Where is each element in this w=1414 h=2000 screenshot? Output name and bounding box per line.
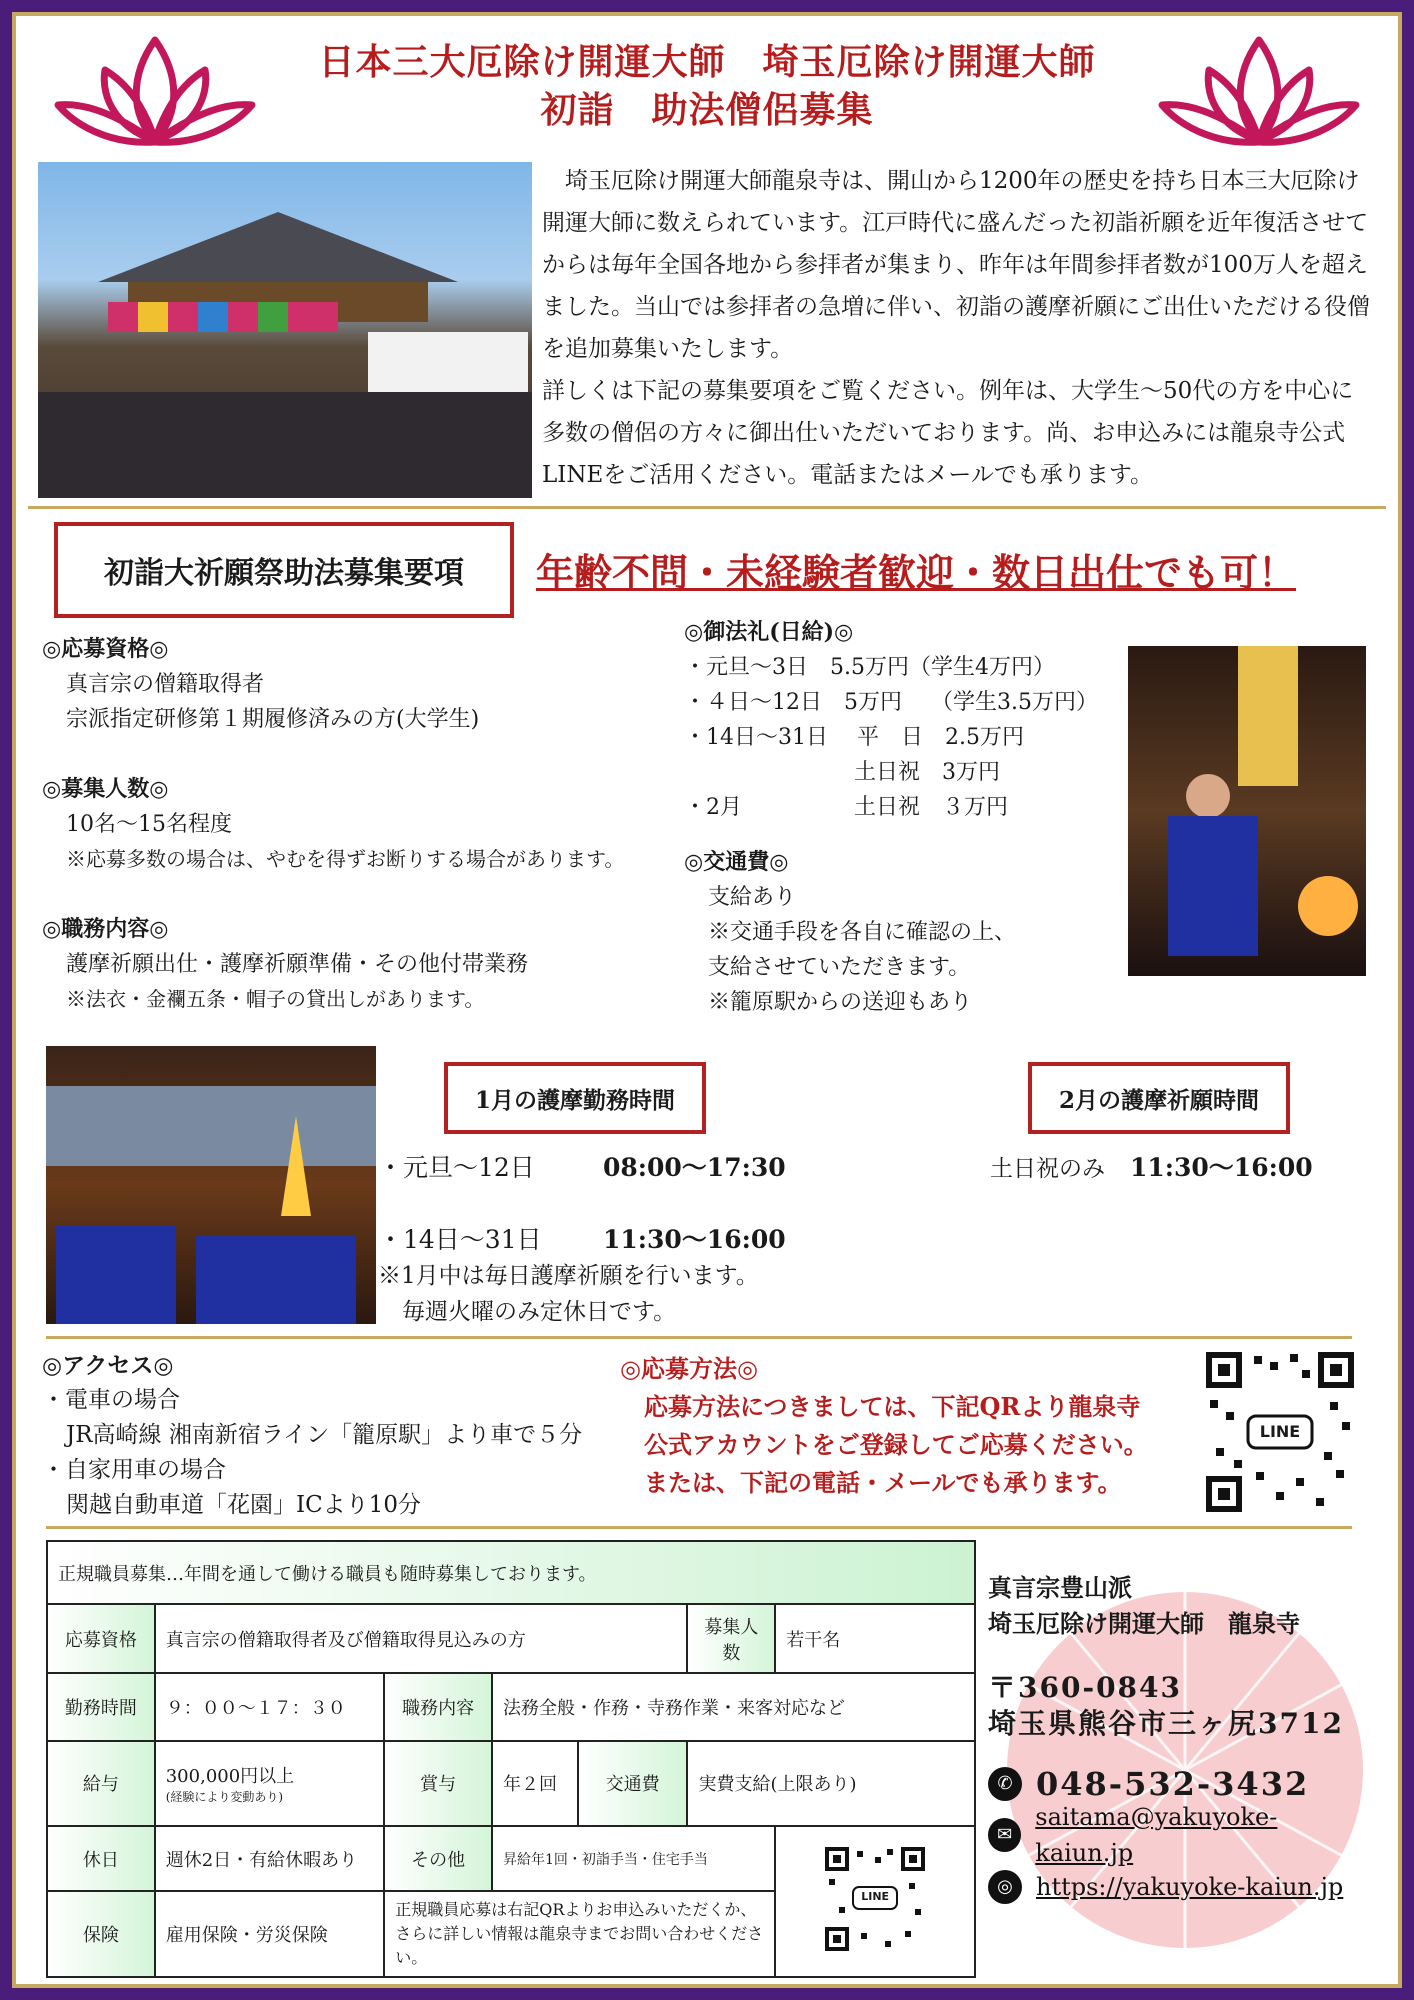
staff-holiday: 週休2日・有給休暇あり	[155, 1826, 384, 1891]
staff-apply-note: 正規職員応募は右記QRよりお申込みいただくか、さらに詳しい情報は龍泉寺までお問い合わせください。	[384, 1891, 775, 1977]
feb-schedule-title: 2月の護摩祈願時間	[1028, 1062, 1290, 1134]
transport-1: 支給あり	[708, 885, 797, 910]
transport-heading: ◎交通費◎	[684, 849, 789, 875]
temple-postal: 〒360-0843	[988, 1671, 1182, 1704]
duty-heading: ◎職務内容◎	[42, 916, 169, 942]
feb-time: 11:30～16:00	[1130, 1153, 1313, 1182]
jan-schedule	[378, 1150, 786, 1330]
access-train: JR高崎線 湘南新宿ライン「籠原駅」より車で５分	[66, 1422, 583, 1448]
pay-row-1: ・元旦～3日 5.5万円（学生4万円）	[684, 655, 1055, 680]
temple-address: 埼玉県熊谷市三ヶ尻3712	[988, 1707, 1344, 1740]
divider	[46, 1336, 1352, 1339]
headcount-value: 10名～15名程度	[66, 812, 232, 837]
staff-hours: ９：００～１７：３０	[155, 1673, 384, 1740]
jan-schedule-title: 1月の護摩勤務時間	[444, 1062, 706, 1134]
staff-transport-label: 交通費	[578, 1741, 688, 1827]
intro-paragraph-2: 詳しくは下記の募集要項をご覧ください。例年は、大学生～50代の方を中心に多数の僧侶の方々に御出仕いただいております。尚、お申込みには龍泉寺公式LINEをご活用ください。電話またはメールでも承ります。	[542, 378, 1354, 488]
staff-qual-label: 応募資格	[47, 1604, 155, 1673]
staff-salary-label: 給与	[47, 1741, 155, 1827]
pay-row-4b: 土日祝 ３万円	[854, 795, 1009, 820]
staff-banner: 正規職員募集…年間を通して働ける職員も随時募集しております。	[47, 1541, 975, 1604]
title-line-2: 初詣 助法僧侶募集	[540, 89, 874, 131]
apply-line-2: 公式アカウントをご登録してご応募ください。	[644, 1430, 1148, 1459]
staff-duty: 法務全般・作務・寺務作業・来客対応など	[492, 1673, 975, 1740]
lotus-icon	[50, 30, 260, 160]
jan-note-2: 毎週火曜のみ定休日です。	[402, 1299, 677, 1325]
duty-value: 護摩祈願出仕・護摩祈願準備・その他付帯業務	[66, 952, 529, 977]
transport-4: ※籠原駅からの送迎もあり	[708, 990, 973, 1015]
transport-3: 支給させていただきます。	[708, 955, 971, 980]
temple-phone[interactable]: 048-532-3432	[1036, 1765, 1310, 1803]
temple-contact	[988, 1570, 1368, 1912]
staff-bonus: 年２回	[492, 1741, 578, 1827]
jan-period-1: ・元旦～12日	[378, 1153, 535, 1182]
staff-qr-cell	[775, 1826, 975, 1977]
headcount-heading: ◎募集人数◎	[42, 776, 169, 802]
temple-sect: 真言宗豊山派	[988, 1573, 1132, 1602]
intro-paragraph-1: 埼玉厄除け開運大師龍泉寺は、開山から1200年の歴史を持ち日本三大厄除け開運大師に数えられています。江戸時代に盛んだった初詣祈願を近年復活させてからは毎年全国各地から参拝者が集まり、昨年は年間参拝者数が100万人を超えました。当山では参拝者の急増に伴い、初詣の護摩祈願にご出仕いただける役僧を追加募集いたします。	[542, 168, 1370, 362]
staff-num-label: 募集人数	[687, 1604, 775, 1673]
staff-hours-label: 勤務時間	[47, 1673, 155, 1740]
title-line-1: 日本三大厄除け開運大師 埼玉厄除け開運大師	[318, 41, 1096, 83]
temple-name: 埼玉厄除け開運大師 龍泉寺	[988, 1609, 1300, 1638]
intro-text	[542, 160, 1372, 496]
staff-bonus-label: 賞与	[384, 1741, 492, 1827]
staff-qr-line-label: LINE	[861, 1890, 890, 1904]
pay-row-3: ・14日～31日 平 日 2.5万円	[684, 725, 1024, 750]
pay-row-4: ・2月	[684, 795, 742, 820]
staff-other: 昇給年1回・初詣手当・住宅手当	[492, 1826, 775, 1891]
staff-qual: 真言宗の僧籍取得者及び僧籍取得見込みの方	[155, 1604, 688, 1673]
temple-email[interactable]: saitama@yakuyoke-kaiun.jp	[1035, 1803, 1278, 1867]
staff-transport: 実費支給(上限あり)	[687, 1741, 975, 1827]
qr-line-label: LINE	[1259, 1422, 1301, 1441]
mail-icon: ✉	[988, 1818, 1021, 1852]
recruit-heading: 初詣大祈願祭助法募集要項	[54, 522, 514, 618]
jan-time-2: 11:30～16:00	[603, 1225, 786, 1254]
access-heading: ◎アクセス◎	[42, 1352, 174, 1379]
page-title	[270, 38, 1144, 134]
temple-url[interactable]: https://yakuyoke-kaiun.jp	[1036, 1873, 1344, 1901]
divider	[28, 506, 1386, 509]
recruit-slogan: 年齢不問・未経験者歓迎・数日出仕でも可！	[536, 550, 1297, 595]
apply-heading: ◎応募方法◎	[620, 1354, 758, 1383]
apply-section	[620, 1350, 1200, 1502]
temple-photo	[38, 162, 532, 498]
feb-schedule	[990, 1148, 1313, 1184]
divider	[46, 1526, 1352, 1529]
feb-period: 土日祝のみ	[990, 1156, 1105, 1182]
staff-recruit-table	[46, 1540, 976, 1978]
pay-row-2: ・４日～12日 5万円 （学生3.5万円）	[684, 690, 1098, 715]
pay-heading: ◎御法礼(日給)◎	[684, 619, 854, 645]
qualification-heading: ◎応募資格◎	[42, 636, 169, 662]
goma-photo	[46, 1046, 376, 1324]
staff-line-qr-code[interactable]	[825, 1847, 925, 1951]
apply-line-1: 応募方法につきましては、下記QRより龍泉寺	[644, 1392, 1141, 1421]
requirements-left	[42, 632, 692, 1017]
access-section	[42, 1348, 642, 1523]
lotus-icon	[1154, 30, 1364, 160]
apply-line-3: または、下記の電話・メールでも承ります。	[644, 1468, 1122, 1497]
staff-holiday-label: 休日	[47, 1826, 155, 1891]
access-car: 関越自動車道「花園」ICより10分	[66, 1492, 421, 1518]
staff-salary: 300,000円以上	[165, 1765, 295, 1787]
staff-num: 若干名	[775, 1604, 975, 1673]
access-car-heading: ・自家用車の場合	[42, 1457, 226, 1483]
transport-2: ※交通手段を各自に確認の上、	[708, 920, 1017, 945]
staff-other-label: その他	[384, 1826, 492, 1891]
duty-note: ※法衣・金襴五条・帽子の貸出しがあります。	[66, 987, 485, 1011]
monk-photo	[1128, 646, 1366, 976]
pay-row-3b: 土日祝 3万円	[854, 760, 1000, 785]
phone-icon: ✆	[988, 1767, 1022, 1801]
staff-insurance: 雇用保険・労災保険	[155, 1891, 384, 1977]
requirements-right	[684, 615, 1124, 1020]
staff-insurance-label: 保険	[47, 1891, 155, 1977]
headcount-note: ※応募多数の場合は、やむを得ずお断りする場合があります。	[66, 847, 625, 871]
jan-note-1: ※1月中は毎日護摩祈願を行います。	[378, 1263, 759, 1289]
line-qr-code[interactable]	[1206, 1352, 1354, 1512]
jan-time-1: 08:00～17:30	[603, 1153, 786, 1182]
jan-period-2: ・14日～31日	[378, 1225, 542, 1254]
globe-icon: ◎	[988, 1870, 1022, 1904]
access-train-heading: ・電車の場合	[42, 1387, 180, 1413]
qualification-1: 真言宗の僧籍取得者	[66, 672, 265, 697]
staff-duty-label: 職務内容	[384, 1673, 492, 1740]
staff-salary-note: (経験により変動あり)	[165, 1789, 284, 1804]
qualification-2: 宗派指定研修第１期履修済みの方(大学生)	[66, 707, 480, 732]
